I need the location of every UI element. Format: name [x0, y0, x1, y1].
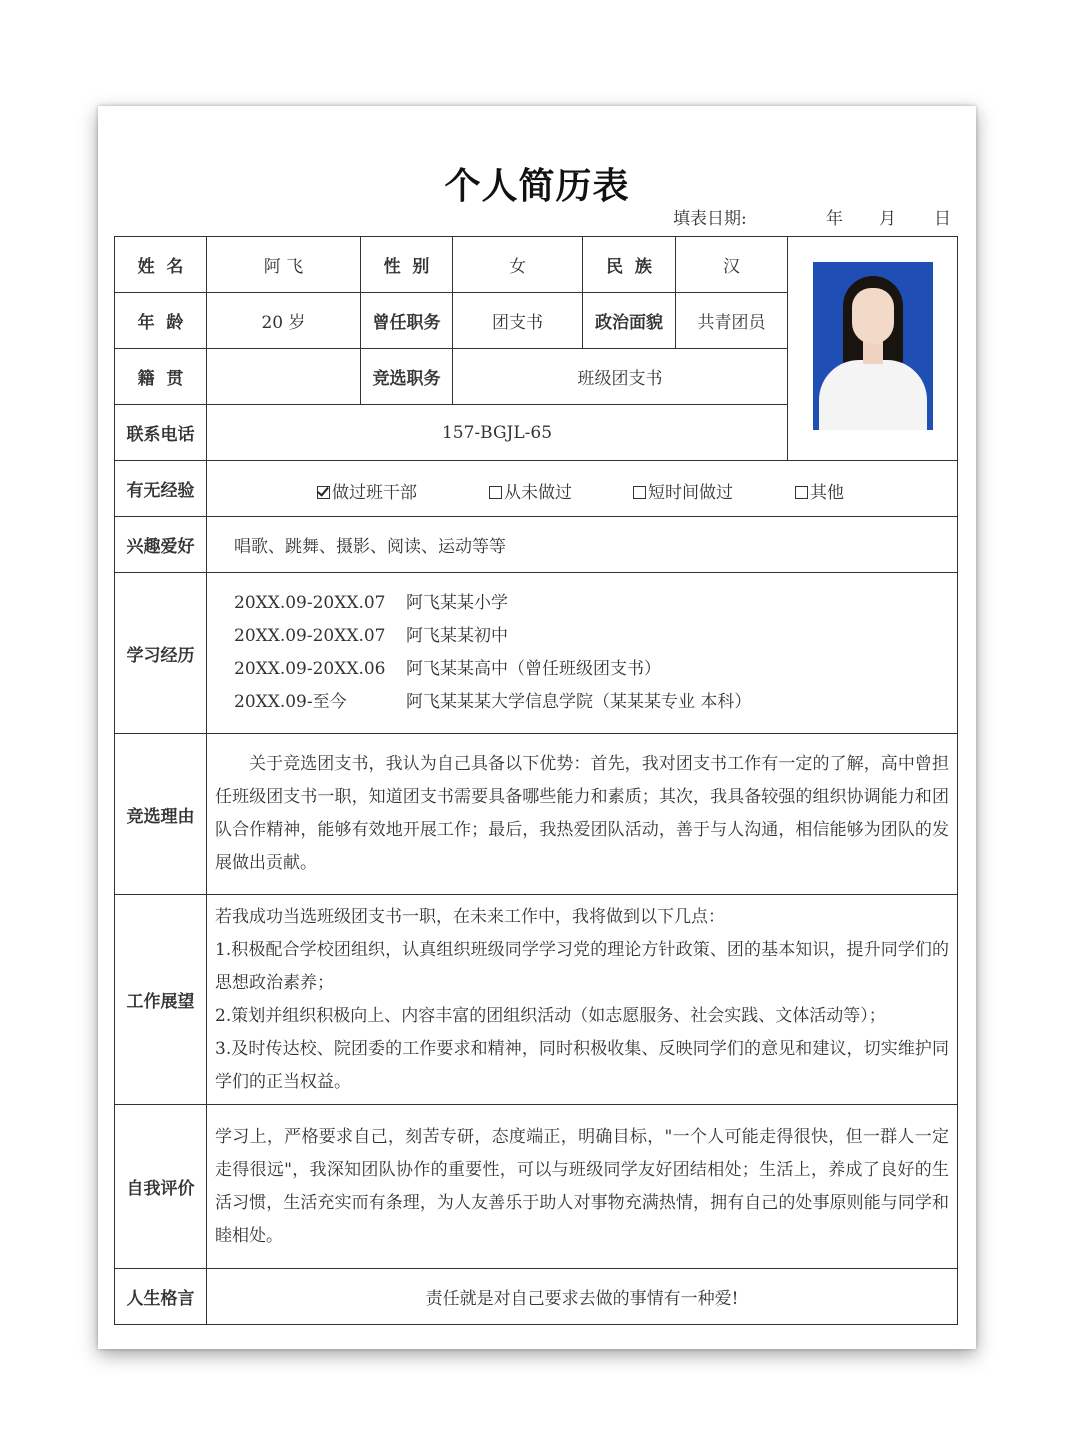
political-label: 政治面貌	[583, 293, 676, 349]
phone-label: 联系电话	[115, 405, 207, 461]
gender-label: 性 别	[361, 237, 453, 293]
motto-label: 人生格言	[115, 1269, 207, 1325]
education-school: 阿飞某某某大学信息学院（某某某专业 本科）	[406, 692, 752, 712]
reason-cell	[207, 734, 958, 895]
checkbox-icon[interactable]	[795, 486, 808, 499]
ethnicity-value: 汉	[676, 237, 788, 293]
resume-sheet	[98, 106, 976, 1349]
self-eval-cell	[207, 1105, 958, 1269]
photo-face	[852, 288, 894, 344]
experience-options	[207, 461, 958, 517]
age-label: 年 龄	[115, 293, 207, 349]
plan-text	[207, 901, 957, 1099]
reason-text: 关于竞选团支书，我认为自己具备以下优势：首先，我对团支书工作有一定的了解，高中曾担任班级团支书一职，知道团支书需要具备哪些能力和素质；其次，我具备较强的组织协调能力和团队合作精神，能够有效地开展工作；最后，我热爱团队活动，善于与人沟通，相信能够为团队的发展做出贡献。	[215, 754, 949, 873]
native-value	[207, 349, 361, 405]
education-school: 阿飞某某小学	[406, 593, 508, 613]
motto-text: 责任就是对自己要求去做的事情有一种爱!	[207, 1269, 958, 1325]
experience-option-label: 做过班干部	[332, 483, 417, 503]
phone-value: 157-BGJL-65	[207, 405, 788, 461]
plan-cell	[207, 895, 958, 1105]
checkbox-icon[interactable]	[633, 486, 646, 499]
gender-value: 女	[453, 237, 583, 293]
education-label: 学习经历	[115, 573, 207, 734]
plan-line: 若我成功当选班级团支书一职，在未来工作中，我将做到以下几点：	[215, 906, 725, 927]
hobbies-value: 唱歌、跳舞、摄影、阅读、运动等等	[207, 517, 958, 573]
education-school: 阿飞某某初中	[406, 626, 508, 646]
id-photo	[813, 262, 933, 430]
photo-shirt	[819, 360, 927, 430]
experience-option[interactable]	[317, 478, 417, 503]
education-item	[234, 620, 957, 653]
experience-option-label: 短时间做过	[648, 483, 733, 503]
experience-option[interactable]	[489, 478, 572, 503]
education-period: 20XX.09-至今	[234, 692, 347, 712]
campaign-post-label: 竞选职务	[361, 349, 453, 405]
native-label: 籍 贯	[115, 349, 207, 405]
reason-label: 竞选理由	[115, 734, 207, 895]
experience-option-label: 从未做过	[504, 483, 572, 503]
education-item	[234, 587, 957, 620]
name-value: 阿 飞	[207, 237, 361, 293]
age-value: 20 岁	[207, 293, 361, 349]
fill-date-label: 填表日期:	[673, 209, 747, 229]
photo-cell	[788, 237, 958, 461]
self-eval-text: 学习上，严格要求自己，刻苦专研，态度端正，明确目标，"一个人可能走得很快，但一群人一定走得很远"，我深知团队协作的重要性，可以与班级同学友好团结相处；生活上，养成了良好的生活习惯，生活充实而有条理，为人友善乐于助人对事物充满热情，拥有自己的处事原则能与同学和睦相处。	[215, 1126, 949, 1246]
education-list	[207, 573, 958, 734]
resume-table	[114, 236, 958, 1325]
experience-option[interactable]	[633, 478, 733, 503]
plan-line: 1.积极配合学校团组织，认真组织班级同学学习党的理论方针政策、团的基本知识，提升同学们的思想政治素养；	[215, 939, 949, 993]
checkbox-icon[interactable]	[489, 486, 502, 499]
experience-option-label: 其他	[810, 483, 844, 503]
self-eval-label: 自我评价	[115, 1105, 207, 1269]
page-title: 个人简历表	[444, 165, 630, 207]
name-label: 姓 名	[115, 237, 207, 293]
education-item	[234, 686, 957, 719]
education-period: 20XX.09-20XX.07	[234, 593, 386, 613]
plan-line: 3.及时传达校、院团委的工作要求和精神，同时积极收集、反映同学们的意见和建议，切实维护同学们的正当权益。	[215, 1038, 949, 1092]
checkbox-checked-icon[interactable]	[317, 486, 330, 499]
experience-option[interactable]	[795, 478, 844, 503]
education-period: 20XX.09-20XX.07	[234, 626, 386, 646]
education-item	[234, 653, 957, 686]
plan-label: 工作展望	[115, 895, 207, 1105]
fill-date-year: 年	[826, 209, 843, 229]
education-period: 20XX.09-20XX.06	[234, 659, 386, 679]
experience-label: 有无经验	[115, 461, 207, 517]
former-post-label: 曾任职务	[361, 293, 453, 349]
campaign-post-value: 班级团支书	[453, 349, 788, 405]
hobbies-label: 兴趣爱好	[115, 517, 207, 573]
former-post-value: 团支书	[453, 293, 583, 349]
fill-date-day: 日	[934, 209, 951, 229]
ethnicity-label: 民 族	[583, 237, 676, 293]
plan-line: 2.策划并组织积极向上、内容丰富的团组织活动（如志愿服务、社会实践、文体活动等）；	[215, 1005, 886, 1026]
political-value: 共青团员	[676, 293, 788, 349]
fill-date-month: 月	[879, 209, 896, 229]
education-school: 阿飞某某高中（曾任班级团支书）	[406, 659, 661, 679]
